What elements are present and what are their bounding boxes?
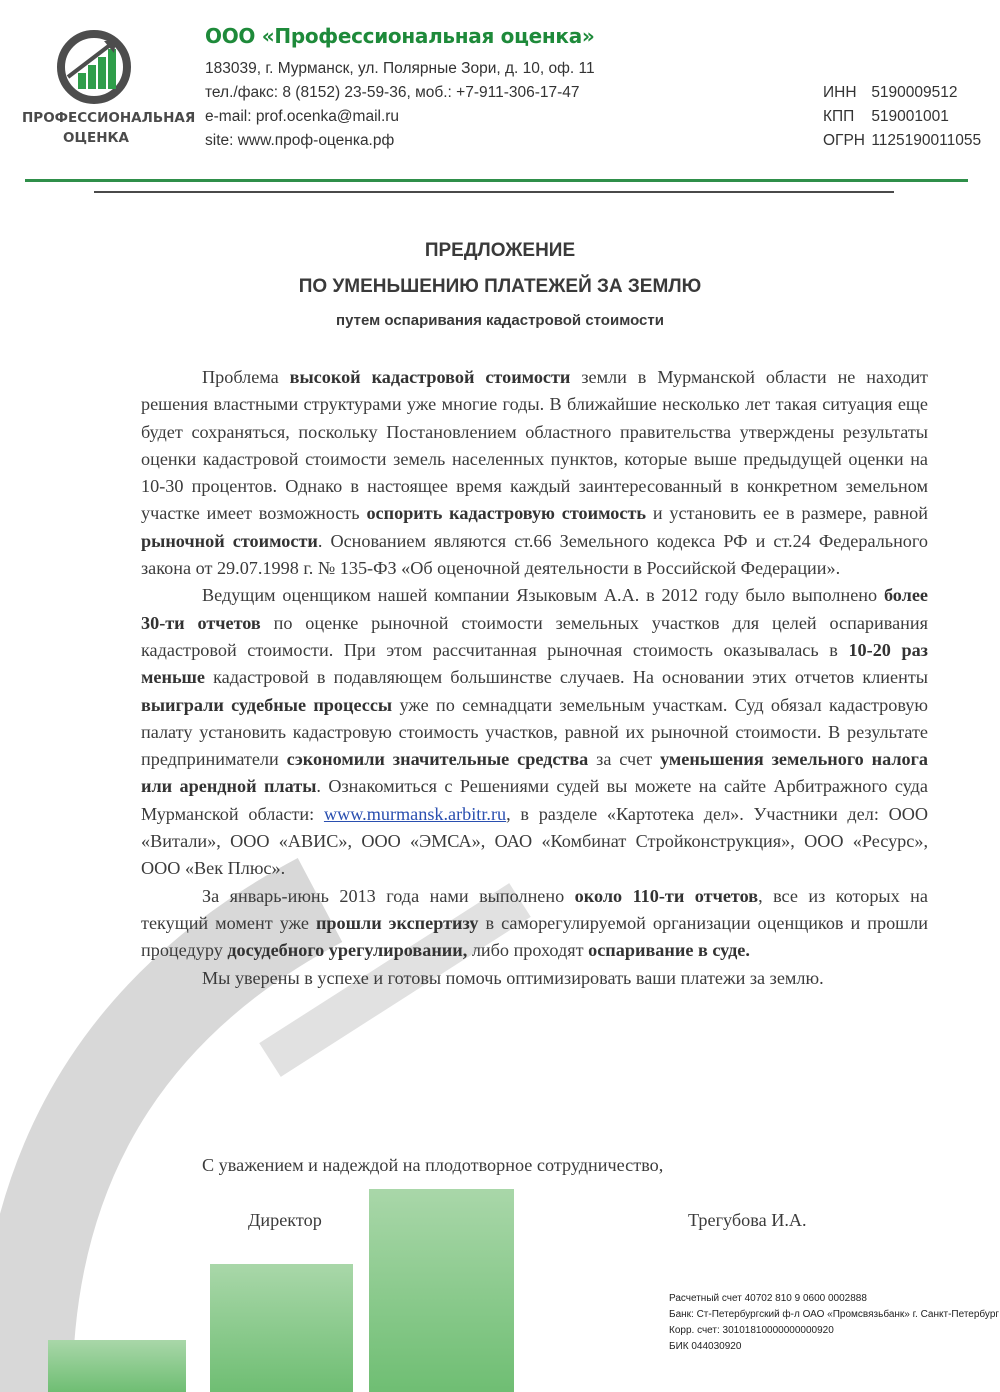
text-run: либо проходят [467, 940, 589, 961]
site-line: site: www.проф-оценка.рф [205, 132, 395, 149]
logo-caption [22, 108, 196, 148]
requisite-value: 1125190011055 [871, 132, 982, 149]
requisite-kpp [823, 105, 981, 129]
bank-name: Банк: Ст-Петербургский ф-л ОАО «Промсвязьбанк» г. Санкт-Петербург [669, 1309, 1000, 1320]
text-run: , все из которых на текущий момент уже [141, 885, 928, 933]
email-line: e-mail: prof.ocenka@mail.ru [205, 108, 400, 125]
text-run: земли в Мурманской области не находит решения властными структурами уже многие годы. В ближайшие несколько лет такая ситуация еще будет сохраняться, поскольку Постановлением областного правительства утверждены результаты оценки кадастровой стоимости земель населенных пунктов, которые выше предыдущей оценки на 10-30 процентов. Однако в настоящее время каждый заинтересованный в конкретном земельном участке имеет возможность [141, 367, 929, 524]
bank-account: Расчетный счет 40702 810 9 0600 0002888 [669, 1293, 867, 1304]
letter-body [141, 364, 928, 992]
emphasis: оспаривание в суде. [588, 940, 750, 961]
text-run: . Основанием являются ст.66 Земельного кодекса РФ и ст.24 Федерального закона от 29.07.1998 г. № 135-ФЗ «Об оценочной деятельности в Российской Федерации». [141, 530, 928, 579]
text-run: кадастровой в подавляющем большинстве случаев. На основании этих отчетов клиенты [205, 667, 928, 688]
logo-caption-line1: ПРОФЕССИОНАЛЬНАЯ [22, 110, 196, 126]
emphasis: прошли экспертизу [315, 912, 479, 933]
emphasis: более 30-ти отчетов [141, 585, 928, 633]
text-run: по оценке рыночной стоимости земельных участков для целей оспаривания кадастровой стоимости. При этом рассчитанная рыночная стоимость оказывалась в [141, 612, 928, 660]
phone-line: тел./факс: 8 (8152) 23-59-36, моб.: +7-911-306-17-47 [205, 84, 580, 101]
document-title: ПРЕДЛОЖЕНИЕ [424, 240, 576, 261]
emphasis: рыночной стоимости [141, 530, 318, 551]
bank-details [669, 1291, 999, 1355]
signature-role: Директор [248, 1210, 322, 1230]
address-line: 183039, г. Мурманск, ул. Полярные Зори, д. 10, оф. 11 [205, 60, 595, 77]
emphasis: высокой кадастровой стоимости [289, 367, 571, 387]
text-run: , в разделе «Картотека дел». Участники дел: ООО «Витали», ООО «АВИС», ООО «ЭМСА», ОАО «Комбинат Стройконструкция», ООО «Ресурс», ООО «Век Плюс». [141, 803, 929, 879]
emphasis: около 110-ти отчетов [574, 885, 759, 906]
text-run: . Ознакомиться с Решениями судей вы можете на сайте Арбитражного суда Мурманской области: [141, 776, 928, 824]
closing-line: С уважением и надеждой на плодотворное сотрудничество, [202, 1155, 664, 1175]
requisite-ogrn [823, 129, 981, 153]
emphasis: досудебного урегулировании, [227, 940, 468, 961]
document-subtitle-note: путем оспаривания кадастровой стоимости [336, 312, 664, 329]
contact-block [205, 57, 595, 153]
requisite-inn [823, 81, 981, 105]
text-run: за счет [588, 749, 661, 770]
paragraph-4: Мы уверены в успехе и готовы помочь оптимизировать ваши платежи за землю. [202, 967, 824, 988]
arbitration-court-link[interactable]: www.murmansk.arbitr.ru [323, 803, 507, 824]
header-divider-dark [94, 191, 894, 193]
company-logo [54, 27, 134, 107]
header-divider-green [25, 179, 968, 182]
requisite-label: ИНН [823, 84, 857, 101]
paragraph-1 [141, 364, 928, 582]
paragraph-3 [141, 883, 928, 965]
emphasis: сэкономили значительные средства [286, 749, 589, 770]
text-run: Проблема [202, 367, 290, 387]
requisite-value: 5190009512 [871, 84, 958, 101]
emphasis: оспорить кадастровую стоимость [366, 503, 646, 524]
decor-bar-3 [369, 1189, 514, 1392]
text-run: уже по семнадцати земельным участкам. Суд обязал кадастровую палату установить кадастровую стоимость участков, равной их рыночной стоимости. В результате предприниматели [141, 694, 928, 770]
requisite-value: 519001001 [871, 108, 949, 125]
logo-caption-line2: ОЦЕНКА [62, 130, 129, 146]
organization-name: ООО «Профессиональная оценка» [205, 24, 595, 48]
text-run: Ведущим оценщиком нашей компании Языковым А.А. в 2012 году было выполнено [202, 585, 884, 606]
paragraph-2 [141, 582, 928, 882]
text-run: За январь-июнь 2013 года нами выполнено [202, 885, 575, 906]
document-subtitle: ПО УМЕНЬШЕНИЮ ПЛАТЕЖЕЙ ЗА ЗЕМЛЮ [298, 276, 702, 297]
emphasis: выиграли судебные процессы [141, 694, 393, 715]
bank-bik: БИК 044030920 [669, 1341, 742, 1352]
requisite-label: ОГРН [823, 132, 865, 149]
decor-bar-1 [48, 1340, 186, 1392]
text-run: в саморегулируемой организации оценщиков и прошли процедуру [141, 912, 928, 961]
emphasis: 10-20 раз меньше [141, 639, 928, 688]
requisites-block [823, 81, 981, 153]
text-run: и установить ее в размере, равной [646, 503, 929, 524]
decor-bar-2 [210, 1264, 353, 1392]
emphasis: уменьшения земельного налога или арендной платы [141, 749, 928, 797]
bank-corr-account: Корр. счет: 30101810000000000920 [669, 1325, 834, 1336]
requisite-label: КПП [823, 108, 855, 125]
signature-name: Трегубова И.А. [688, 1210, 807, 1230]
